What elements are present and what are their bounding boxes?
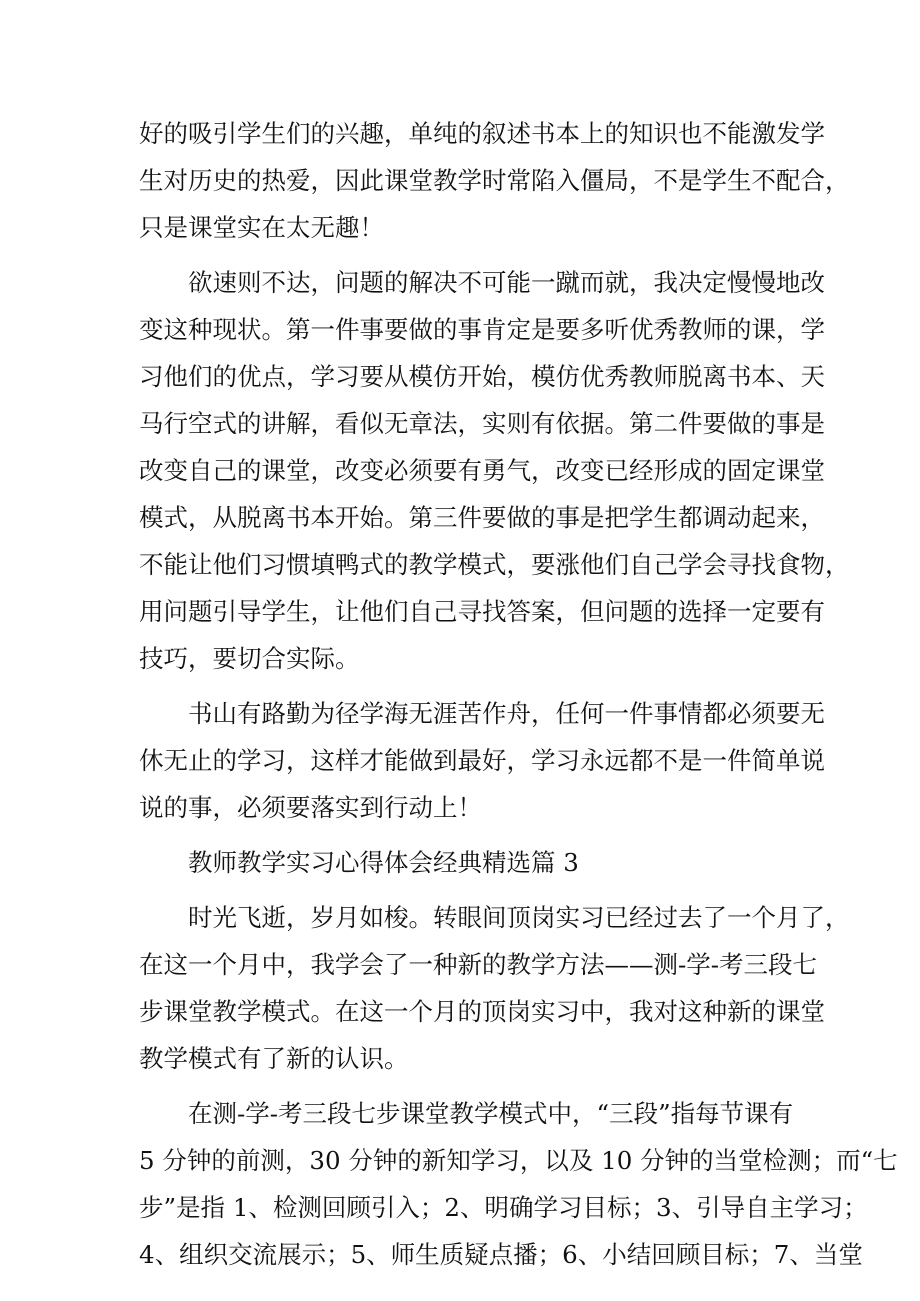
text-line: 马行空式的讲解，看似无章法，实则有依据。第二件要做的事是 [139,409,825,438]
text-line: 生对历史的热爱，因此课堂教学时常陷入僵局，不是学生不配合， [139,166,850,195]
text-line: 习他们的优点，学习要从模仿开始，模仿优秀教师脱离书本、天 [139,362,825,391]
document-body [139,110,898,1278]
text-line: 教学模式有了新的认识。 [139,1044,409,1073]
text-line: 在测-学-考三段七步课堂教学模式中，“三段”指每节课有 [188,1099,794,1128]
text-line: 5 分钟的前测，30 分钟的新知学习，以及 10 分钟的当堂检测；而“七 [139,1146,898,1175]
text-line: 说的事，必须要落实到行动上！ [139,793,482,822]
text-line: 休无止的学习，这样才能做到最好，学习永远都不是一件简单说 [139,746,825,775]
section-heading: 教师教学实习心得体会经典精选篇 3 [188,848,579,877]
text-line: 不能让他们习惯填鸭式的教学模式，要涨他们自己学会寻找食物， [139,550,850,579]
text-line: 变这种现状。第一件事要做的事肯定是要多听优秀教师的课，学 [139,315,825,344]
text-line: 书山有路勤为径学海无涯苦作舟，任何一件事情都必须要无 [188,699,825,728]
text-line: 4、组织交流展示；5、师生质疑点播；6、小结回顾目标；7、当堂 [139,1240,863,1269]
text-line: 步”是指 1、检测回顾引入；2、明确学习目标；3、引导自主学习； [139,1193,868,1222]
text-line: 欲速则不达，问题的解决不可能一蹴而就，我决定慢慢地改 [188,268,825,297]
text-line: 用问题引导学生，让他们自己寻找答案，但问题的选择一定要有 [139,597,825,626]
text-line: 步课堂教学模式。在这一个月的顶岗实习中，我对这种新的课堂 [139,997,825,1026]
text-line: 改变自己的课堂，改变必须要有勇气，改变已经形成的固定课堂 [139,456,825,485]
text-line: 技巧，要切合实际。 [139,644,360,673]
text-line: 只是课堂实在太无趣！ [139,213,384,242]
text-line: 好的吸引学生们的兴趣，单纯的叙述书本上的知识也不能激发学 [139,119,825,148]
text-line: 模式，从脱离书本开始。第三件要做的事是把学生都调动起来， [139,503,825,532]
text-line: 在这一个月中，我学会了一种新的教学方法——测-学-考三段七 [139,950,818,979]
text-line: 时光飞逝，岁月如梭。转眼间顶岗实习已经过去了一个月了， [188,903,850,932]
